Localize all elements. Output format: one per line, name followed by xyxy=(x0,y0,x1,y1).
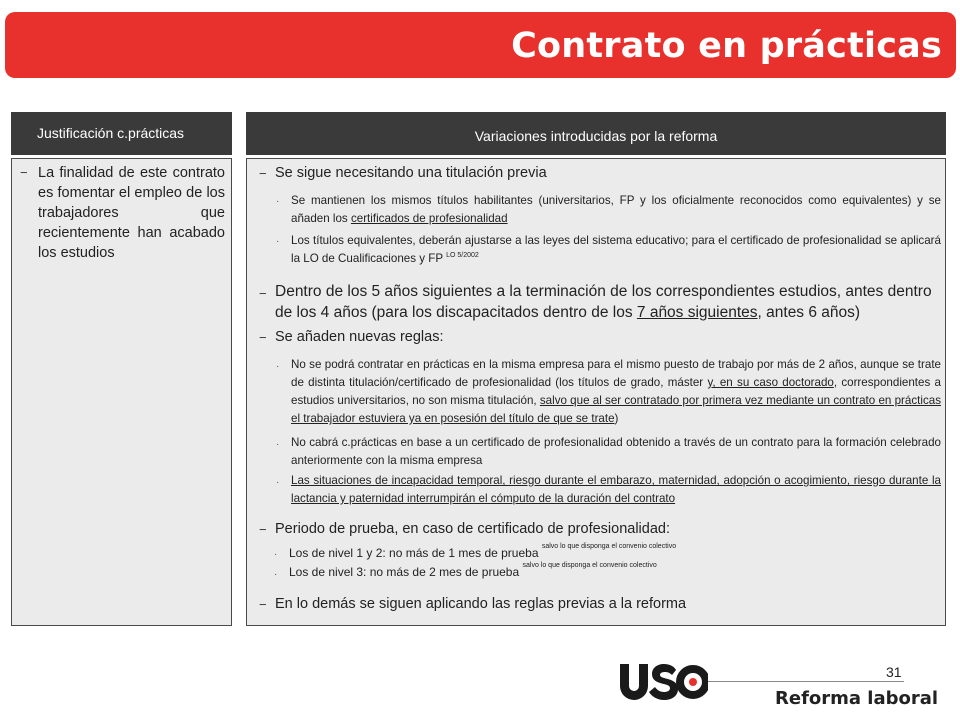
dash-bullet-icon: − xyxy=(259,330,267,345)
dot-bullet-icon: · xyxy=(274,549,278,560)
dash-bullet-icon: − xyxy=(259,597,267,612)
item3-sub3: Las situaciones de incapacidad temporal, riesgo durante el embarazo, maternidad, adopción o acogimiento, riesgo durante la lactancia y paternidad interrumpirán el cómputo de la duración del contrato xyxy=(291,474,941,505)
dot-bullet-icon: · xyxy=(276,361,280,372)
dot-bullet-icon: · xyxy=(274,569,278,580)
left-panel-body xyxy=(11,158,232,626)
dash-bullet-icon: − xyxy=(259,522,267,537)
dash-bullet-icon: − xyxy=(20,165,28,180)
left-panel-text: La finalidad de este contrato es fomentar el empleo de los trabajadores que recientemente han acabado los estudios xyxy=(38,165,225,261)
item1-sub1: Se mantienen los mismos títulos habilitantes (universitarios, FP y los oficialmente reconocidos como equivalentes) y se añaden los certificados de profesionalidad xyxy=(291,194,941,225)
page-number: 31 xyxy=(886,664,902,680)
right-panel-header xyxy=(246,112,946,155)
item3-title: Se añaden nuevas reglas: xyxy=(275,329,444,345)
right-panel-title: Variaciones introducidas por la reforma xyxy=(474,128,718,144)
item3-sub1: No se podrá contratar en prácticas en la misma empresa para el mismo puesto de trabajo por más de 2 años, aunque se trate de distinta titulación/certificado de profesionalidad (los títulos de grado, máster y, en su caso doctorado, correspondientes a estudios universitarios, no son misma titulación, salvo que al ser contratado por primera vez mediante un contrato en prácticas el trabajador estuviera ya en posesión del título de que se trate) xyxy=(291,358,941,425)
page-title: Contrato en prácticas xyxy=(511,26,942,66)
dot-bullet-icon: · xyxy=(276,477,280,488)
footer-caption: Reforma laboral xyxy=(775,688,939,709)
item1-sub2: Los títulos equivalentes, deberán ajustarse a las leyes del sistema educativo; para el certificado de profesionalidad se aplicará la LO de Cualificaciones y FP $^{LO 5/2002}$ xyxy=(291,234,941,265)
item1-title: Se sigue necesitando una titulación previa xyxy=(275,165,547,181)
item3-sub2: No cabrá c.prácticas en base a un certificado de profesionalidad obtenido a través de un contrato para la formación celebrado anteriormente con la misma empresa xyxy=(291,436,941,467)
right-panel-body xyxy=(246,158,946,626)
dot-bullet-icon: · xyxy=(276,439,280,450)
left-panel-header xyxy=(11,112,232,155)
title-banner xyxy=(5,12,956,78)
item2-text: Dentro de los 5 años siguientes a la terminación de los correspondientes estudios, antes dentro de los 4 años (para los discapacitados dentro de los 7 años siguientes, antes 6 años) xyxy=(275,283,932,321)
item4-sub1: Los de nivel 1 y 2: no más de 1 mes de prueba $^{salvo lo que disponga el convenio colectivo}$ xyxy=(289,543,677,560)
item5-title: En lo demás se siguen aplicando las reglas previas a la reforma xyxy=(275,596,687,612)
left-panel-title: Justificación c.prácticas xyxy=(37,125,185,141)
uso-logo-icon xyxy=(618,660,708,702)
item4-title: Periodo de prueba, en caso de certificado de profesionalidad: xyxy=(275,521,670,537)
dot-bullet-icon: · xyxy=(276,236,280,247)
dot-bullet-icon: · xyxy=(276,196,280,207)
dash-bullet-icon: − xyxy=(259,286,267,301)
item4-sub2: Los de nivel 3: no más de 2 mes de prueba $^{salvo lo que disponga el convenio colectivo}$ xyxy=(289,562,657,579)
dash-bullet-icon: − xyxy=(259,166,267,181)
footer-divider xyxy=(708,681,904,682)
